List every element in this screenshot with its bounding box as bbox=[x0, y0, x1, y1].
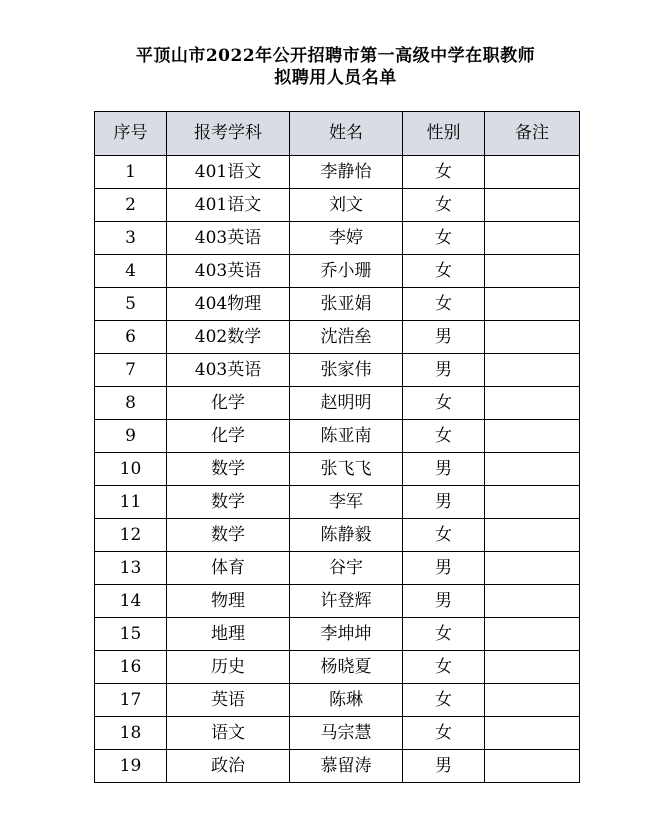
cell-gender: 男 bbox=[403, 750, 485, 783]
table-row bbox=[95, 420, 580, 453]
cell-serial-number: 19 bbox=[95, 750, 167, 783]
table-row bbox=[95, 618, 580, 651]
header-gender: 性别 bbox=[403, 112, 485, 156]
cell-name: 谷宇 bbox=[290, 552, 403, 585]
cell-subject: 化学 bbox=[167, 420, 290, 453]
cell-name: 陈琳 bbox=[290, 684, 403, 717]
cell-remarks bbox=[485, 420, 580, 453]
cell-gender: 女 bbox=[403, 387, 485, 420]
cell-remarks bbox=[485, 750, 580, 783]
table-row bbox=[95, 486, 580, 519]
cell-serial-number: 4 bbox=[95, 255, 167, 288]
cell-name: 沈浩垒 bbox=[290, 321, 403, 354]
cell-remarks bbox=[485, 585, 580, 618]
cell-subject: 地理 bbox=[167, 618, 290, 651]
header-subject: 报考学科 bbox=[167, 112, 290, 156]
cell-subject: 语文 bbox=[167, 717, 290, 750]
cell-gender: 男 bbox=[403, 453, 485, 486]
cell-name: 张家伟 bbox=[290, 354, 403, 387]
table-row bbox=[95, 750, 580, 783]
cell-subject: 403英语 bbox=[167, 354, 290, 387]
cell-name: 乔小珊 bbox=[290, 255, 403, 288]
cell-serial-number: 16 bbox=[95, 651, 167, 684]
cell-remarks bbox=[485, 222, 580, 255]
cell-subject: 401语文 bbox=[167, 156, 290, 189]
header-name: 姓名 bbox=[290, 112, 403, 156]
cell-gender: 男 bbox=[403, 552, 485, 585]
document-subtitle: 拟聘用人员名单 bbox=[274, 68, 397, 88]
cell-name: 李坤坤 bbox=[290, 618, 403, 651]
hiring-roster-table bbox=[94, 111, 580, 783]
cell-serial-number: 2 bbox=[95, 189, 167, 222]
cell-gender: 女 bbox=[403, 255, 485, 288]
cell-serial-number: 10 bbox=[95, 453, 167, 486]
cell-remarks bbox=[485, 486, 580, 519]
cell-name: 马宗慧 bbox=[290, 717, 403, 750]
cell-name: 杨晓夏 bbox=[290, 651, 403, 684]
cell-serial-number: 18 bbox=[95, 717, 167, 750]
cell-subject: 数学 bbox=[167, 486, 290, 519]
cell-gender: 女 bbox=[403, 651, 485, 684]
cell-name: 陈静毅 bbox=[290, 519, 403, 552]
table-row bbox=[95, 354, 580, 387]
table-row bbox=[95, 684, 580, 717]
cell-gender: 男 bbox=[403, 321, 485, 354]
cell-serial-number: 1 bbox=[95, 156, 167, 189]
cell-name: 慕留涛 bbox=[290, 750, 403, 783]
cell-serial-number: 5 bbox=[95, 288, 167, 321]
cell-serial-number: 8 bbox=[95, 387, 167, 420]
cell-name: 张飞飞 bbox=[290, 453, 403, 486]
table-body bbox=[95, 156, 580, 783]
cell-remarks bbox=[485, 255, 580, 288]
cell-subject: 化学 bbox=[167, 387, 290, 420]
cell-serial-number: 13 bbox=[95, 552, 167, 585]
header-serial-number: 序号 bbox=[95, 112, 167, 156]
cell-name: 许登辉 bbox=[290, 585, 403, 618]
cell-gender: 男 bbox=[403, 585, 485, 618]
cell-remarks bbox=[485, 288, 580, 321]
table-row bbox=[95, 321, 580, 354]
cell-remarks bbox=[485, 717, 580, 750]
cell-gender: 女 bbox=[403, 222, 485, 255]
table-row bbox=[95, 222, 580, 255]
cell-serial-number: 11 bbox=[95, 486, 167, 519]
cell-name: 赵明明 bbox=[290, 387, 403, 420]
cell-gender: 女 bbox=[403, 618, 485, 651]
cell-serial-number: 9 bbox=[95, 420, 167, 453]
cell-subject: 历史 bbox=[167, 651, 290, 684]
cell-remarks bbox=[485, 618, 580, 651]
table-row bbox=[95, 189, 580, 222]
cell-serial-number: 17 bbox=[95, 684, 167, 717]
cell-remarks bbox=[485, 651, 580, 684]
cell-gender: 女 bbox=[403, 684, 485, 717]
cell-subject: 数学 bbox=[167, 453, 290, 486]
cell-gender: 女 bbox=[403, 288, 485, 321]
cell-name: 张亚娟 bbox=[290, 288, 403, 321]
document-title: 平顶山市2022年公开招聘市第一高级中学在职教师 bbox=[135, 46, 536, 66]
cell-remarks bbox=[485, 354, 580, 387]
cell-gender: 女 bbox=[403, 519, 485, 552]
table-header-row bbox=[95, 112, 580, 156]
cell-remarks bbox=[485, 189, 580, 222]
table-row bbox=[95, 453, 580, 486]
table-row bbox=[95, 288, 580, 321]
cell-subject: 402数学 bbox=[167, 321, 290, 354]
cell-remarks bbox=[485, 684, 580, 717]
cell-subject: 数学 bbox=[167, 519, 290, 552]
cell-gender: 女 bbox=[403, 420, 485, 453]
cell-subject: 政治 bbox=[167, 750, 290, 783]
cell-serial-number: 12 bbox=[95, 519, 167, 552]
cell-subject: 物理 bbox=[167, 585, 290, 618]
table-row bbox=[95, 387, 580, 420]
cell-serial-number: 7 bbox=[95, 354, 167, 387]
cell-remarks bbox=[485, 321, 580, 354]
cell-remarks bbox=[485, 387, 580, 420]
cell-remarks bbox=[485, 453, 580, 486]
cell-subject: 401语文 bbox=[167, 189, 290, 222]
cell-subject: 英语 bbox=[167, 684, 290, 717]
cell-name: 刘文 bbox=[290, 189, 403, 222]
cell-subject: 404物理 bbox=[167, 288, 290, 321]
cell-remarks bbox=[485, 552, 580, 585]
cell-serial-number: 15 bbox=[95, 618, 167, 651]
cell-serial-number: 6 bbox=[95, 321, 167, 354]
cell-name: 陈亚南 bbox=[290, 420, 403, 453]
cell-name: 李军 bbox=[290, 486, 403, 519]
cell-gender: 男 bbox=[403, 486, 485, 519]
table-row bbox=[95, 651, 580, 684]
cell-name: 李婷 bbox=[290, 222, 403, 255]
table-row bbox=[95, 585, 580, 618]
cell-subject: 403英语 bbox=[167, 222, 290, 255]
cell-gender: 女 bbox=[403, 156, 485, 189]
header-remarks: 备注 bbox=[485, 112, 580, 156]
cell-name: 李静怡 bbox=[290, 156, 403, 189]
cell-serial-number: 3 bbox=[95, 222, 167, 255]
cell-gender: 男 bbox=[403, 354, 485, 387]
cell-subject: 403英语 bbox=[167, 255, 290, 288]
table-row bbox=[95, 717, 580, 750]
table-row bbox=[95, 255, 580, 288]
table-row bbox=[95, 519, 580, 552]
cell-remarks bbox=[485, 519, 580, 552]
cell-gender: 女 bbox=[403, 189, 485, 222]
table-row bbox=[95, 552, 580, 585]
cell-subject: 体育 bbox=[167, 552, 290, 585]
cell-serial-number: 14 bbox=[95, 585, 167, 618]
cell-gender: 女 bbox=[403, 717, 485, 750]
cell-remarks bbox=[485, 156, 580, 189]
table-row bbox=[95, 156, 580, 189]
